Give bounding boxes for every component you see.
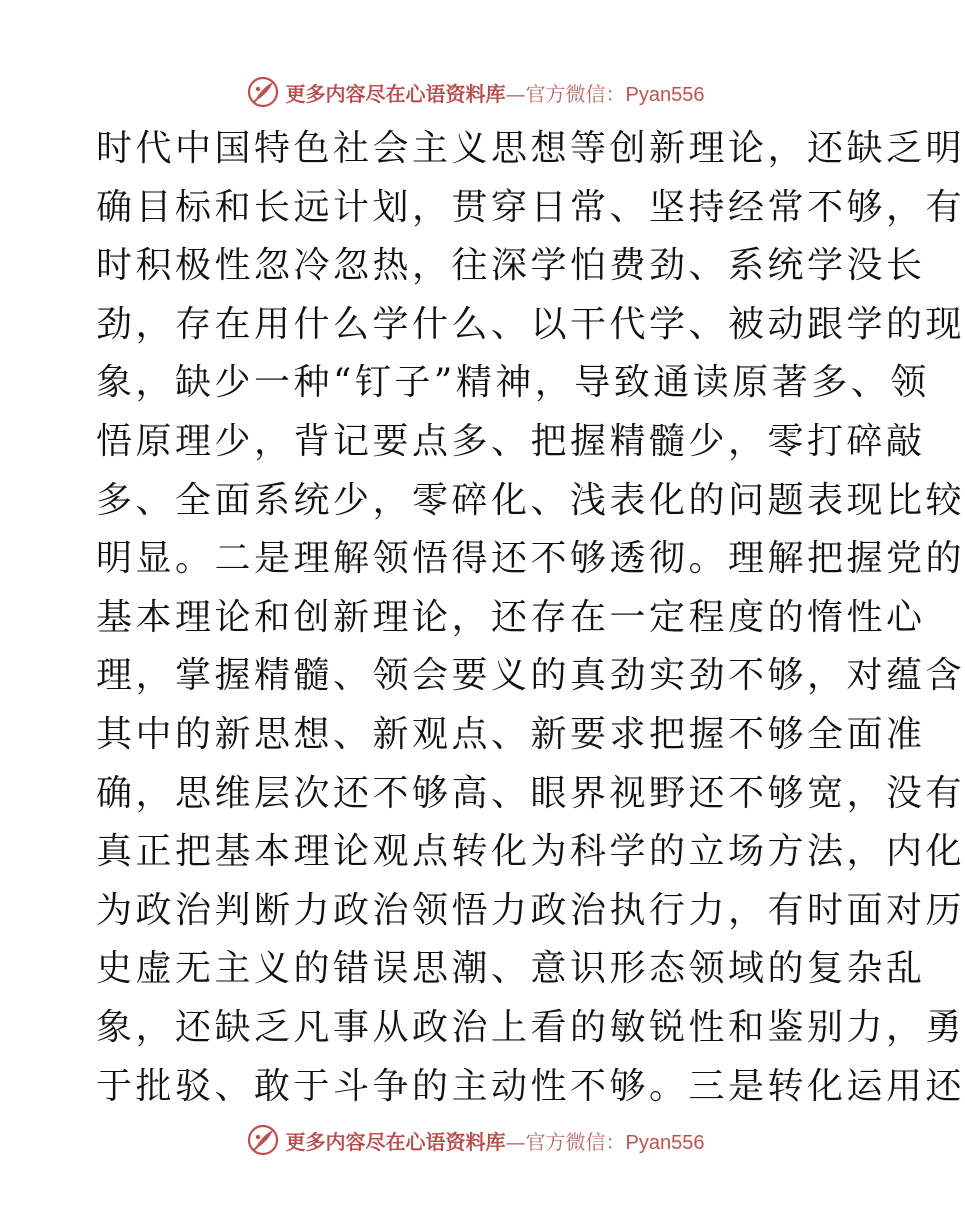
- text-line: 时代中国特色社会主义思想等创新理论，还缺乏明: [96, 128, 965, 169]
- text-line: 劲，存在用什么学什么、以干代学、被动跟学的现: [96, 303, 965, 345]
- watermark-account: Pyan556: [625, 83, 705, 106]
- watermark-text: [286, 1126, 705, 1155]
- text-line: 理，掌握精髓、领会要义的真劲实劲不够，对蕴含: [96, 655, 965, 697]
- header-watermark: [0, 72, 950, 112]
- text-line: 确目标和长远计划，贯穿日常、坚持经常不够，有: [96, 186, 965, 228]
- watermark-label: 官方微信：: [525, 1129, 626, 1154]
- text-line: 基本理论和创新理论，还存在一定程度的惰性心: [96, 596, 926, 638]
- text-line: 悟原理少，背记要点多、把握精髓少，零打碎敲: [96, 420, 926, 462]
- text-line: 时积极性忽冷忽热，往深学怕费劲、系统学没长: [96, 245, 926, 287]
- watermark-separator: —: [505, 81, 526, 106]
- watermark-label: 官方微信：: [525, 81, 626, 106]
- watermark-text: [286, 78, 705, 107]
- watermark-account: Pyan556: [625, 1131, 705, 1154]
- watermark-brand: 更多内容尽在心语资料库: [285, 1129, 506, 1154]
- footer-watermark: [0, 1120, 950, 1160]
- text-line: 象，缺少一种“钉子”精神，导致通读原著多、领: [96, 362, 930, 404]
- text-line: 史虚无主义的错误思潮、意识形态领域的复杂乱: [96, 948, 926, 990]
- quill-pen-circle-icon: [246, 75, 280, 109]
- text-line: 为政治判断力政治领悟力政治执行力，有时面对历: [96, 889, 965, 931]
- watermark-brand: 更多内容尽在心语资料库: [285, 81, 506, 106]
- text-line: 明显。二是理解领悟得还不够透彻。理解把握党的: [96, 538, 965, 580]
- quill-pen-circle-icon: [246, 1123, 280, 1157]
- body-paragraph: [96, 120, 965, 1116]
- text-line: 象，还缺乏凡事从政治上看的敏锐性和鉴别力，勇: [96, 1006, 965, 1048]
- text-line: 多、全面系统少，零碎化、浅表化的问题表现比较: [96, 479, 965, 521]
- text-line: 于批驳、敢于斗争的主动性不够。三是转化运用还: [96, 1065, 965, 1107]
- text-line: 其中的新思想、新观点、新要求把握不够全面准: [96, 713, 926, 755]
- watermark-separator: —: [505, 1129, 526, 1154]
- text-line: 真正把基本理论观点转化为科学的立场方法，内化: [96, 831, 965, 873]
- text-line: 确，思维层次还不够高、眼界视野还不够宽，没有: [96, 772, 965, 814]
